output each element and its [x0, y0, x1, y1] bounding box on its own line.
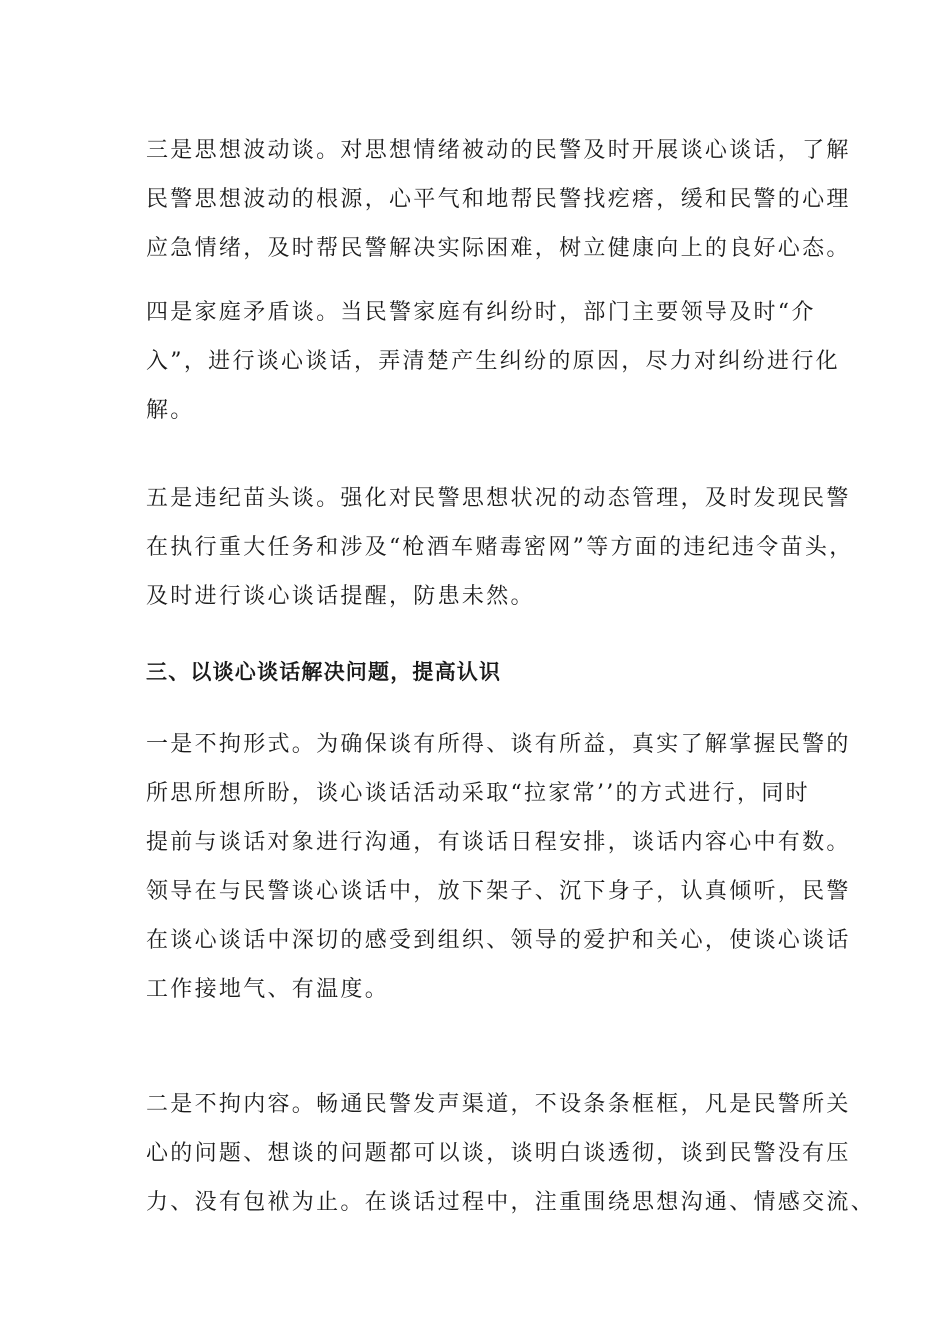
text-line: 提前与谈话对象进行沟通，有谈话日程安排，谈话内容心中有数。 — [146, 830, 851, 855]
paragraph-discipline-signs — [146, 474, 854, 621]
text-line: 力、没有包袱为止。在谈话过程中，注重围绕思想沟通、情感交流、 — [146, 1190, 876, 1215]
text-line: 民警思想波动的根源，心平气和地帮民警找疙瘩，缓和民警的心理 — [146, 187, 851, 212]
paragraph-family-conflict — [146, 288, 840, 435]
text-line: 解。 — [146, 398, 195, 423]
text-line: 工作接地气、有温度。 — [146, 977, 390, 1002]
text-line: 二是不拘内容。畅通民警发声渠道，不设条条框框，凡是民警所关 — [146, 1092, 851, 1117]
text-line: 领导在与民警谈心谈话中，放下架子、沉下身子，认真倾听，民警 — [146, 879, 851, 904]
text-line: 五是违纪苗头谈。强化对民警思想状况的动态管理，及时发现民警 — [146, 486, 851, 511]
text-line: 一是不拘形式。为确保谈有所得、谈有所益，真实了解掌握民警的 — [146, 732, 851, 757]
text-line: 在谈心谈话中深切的感受到组织、领导的爱护和关心，使谈心谈话 — [146, 928, 851, 953]
paragraph-open-content — [146, 1080, 876, 1227]
section-heading: 三、以谈心谈话解决问题，提高认识 — [146, 660, 502, 684]
text-line: 在执行重大任务和涉及“枪酒车赌毒密网”等方面的违纪违令苗头， — [146, 535, 854, 560]
text-line: 心的问题、想谈的问题都可以谈，谈明白谈透彻，谈到民警没有压 — [146, 1141, 851, 1166]
text-line: 及时进行谈心谈话提醒，防患未然。 — [146, 584, 535, 609]
paragraph-informal-form — [146, 720, 851, 1014]
text-line: 应急情绪，及时帮民警解决实际困难，树立健康向上的良好心态。 — [146, 236, 851, 261]
text-line: 四是家庭矛盾谈。当民警家庭有纠纷时，部门主要领导及时“介 — [146, 300, 816, 325]
text-line: 所思所想所盼，谈心谈话活动采取“拉家常’’的方式进行，同时 — [146, 781, 810, 806]
text-line: 入”，进行谈心谈话，弄清楚产生纠纷的原因，尽力对纠纷进行化 — [146, 349, 840, 374]
text-line: 三是思想波动谈。对思想情绪被动的民警及时开展谈心谈话，了解 — [146, 138, 851, 163]
paragraph-ideological-fluctuation — [146, 126, 851, 273]
